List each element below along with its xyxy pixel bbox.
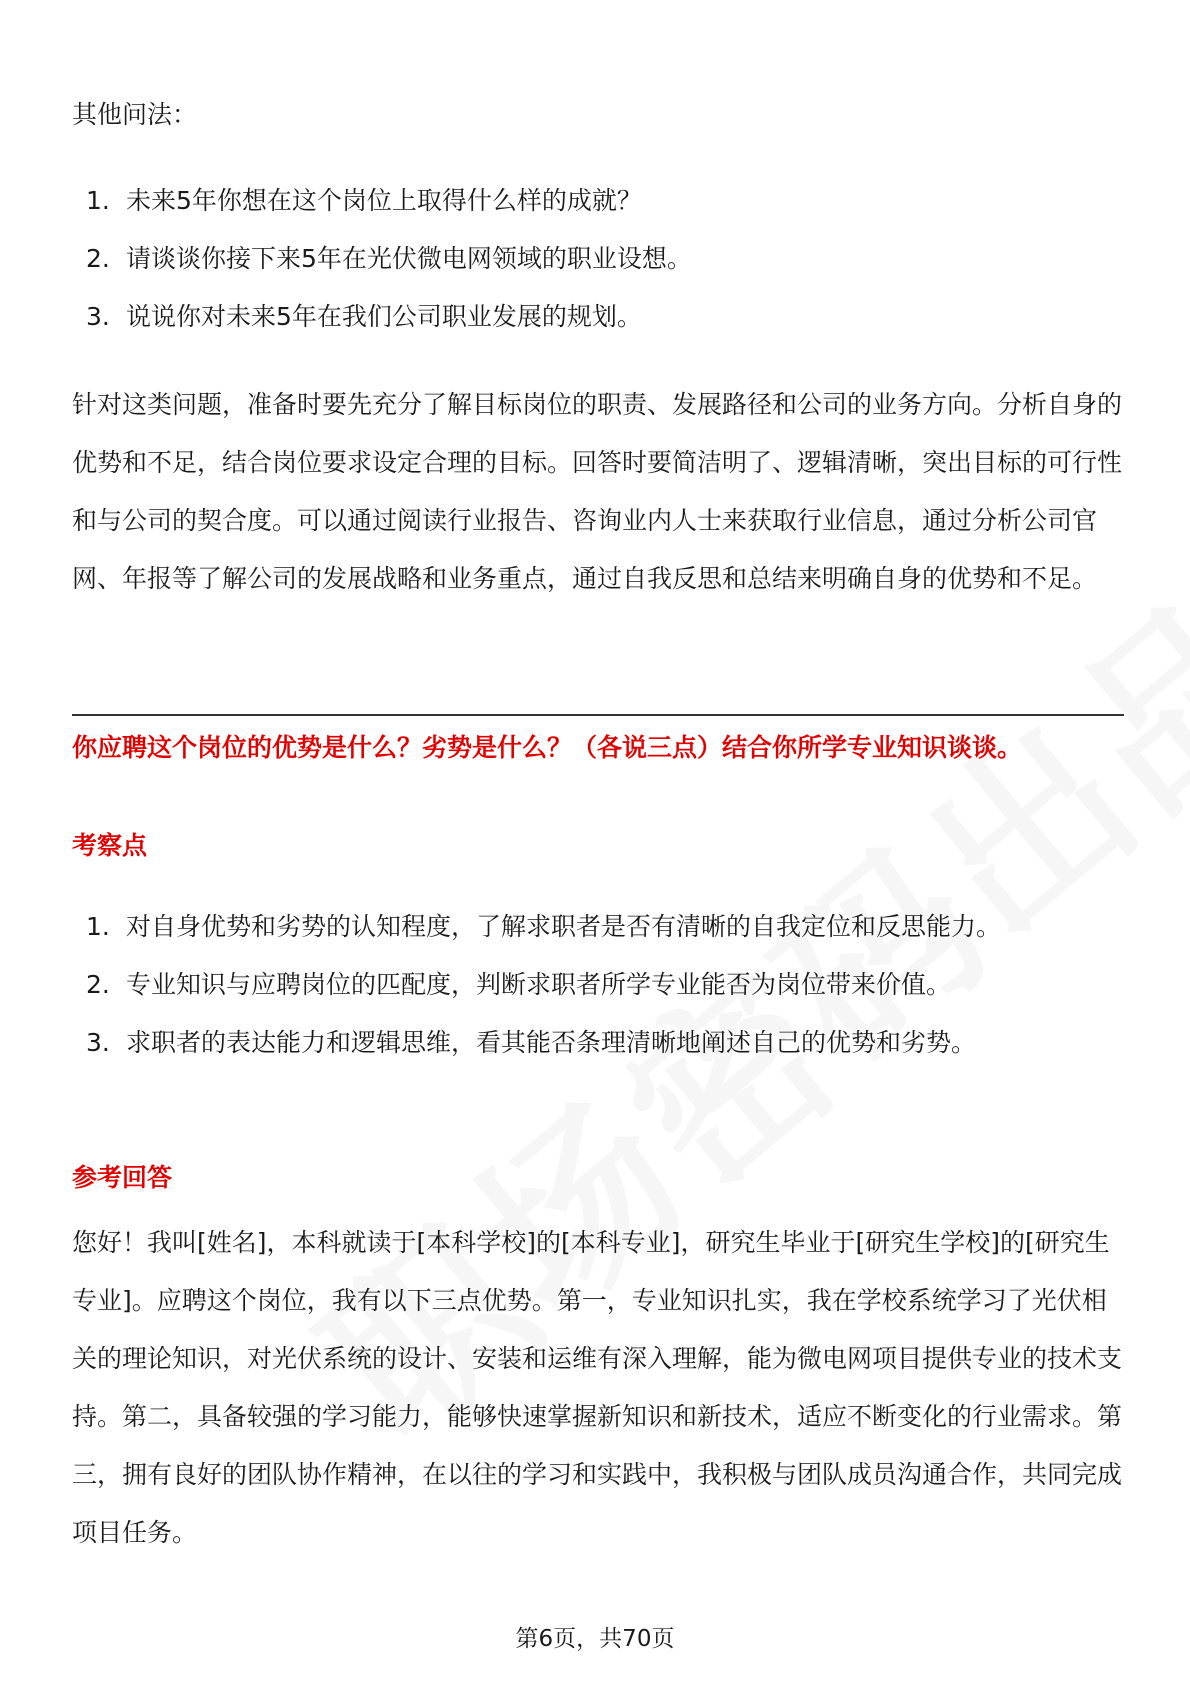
list-number: 3.: [86, 302, 110, 331]
list-item: [72, 230, 1124, 288]
assessment-heading: 考察点: [72, 831, 148, 860]
list-text: 说说你对未来5年在我们公司职业发展的规划。: [126, 302, 642, 331]
answer-paragraph: 您好！我叫[姓名]，本科就读于[本科学校]的[本科专业]，研究生毕业于[研究生学校]的[研究生专业]。应聘这个岗位，我有以下三点优势。第一，专业知识扎实，我在学校系统学习了光伏相关的理论知识，对光伏系统的设计、安装和运维有深入理解，能为微电网项目提供专业的技术支持。第二，具备较强的学习能力，能够快速掌握新知识和新技术，适应不断变化的行业需求。第三，拥有良好的团队协作精神，在以往的学习和实践中，我积极与团队成员沟通合作，共同完成项目任务。: [72, 1228, 1123, 1547]
list-text: 求职者的表达能力和逻辑思维，看其能否条理清晰地阐述自己的优势和劣势。: [126, 1028, 977, 1057]
list-item: [72, 1014, 1124, 1072]
list-item: [72, 172, 1124, 230]
list-number: 2.: [86, 970, 110, 999]
list-item: [72, 898, 1124, 956]
page-footer: 第6页，共70页: [515, 1626, 675, 1652]
answer-heading: 参考回答: [72, 1163, 173, 1192]
list-text: 专业知识与应聘岗位的匹配度，判断求职者所学专业能否为岗位带来价值。: [126, 970, 952, 999]
list-number: 2.: [86, 244, 110, 273]
list-text: 请谈谈你接下来5年在光伏微电网领域的职业设想。: [126, 244, 692, 273]
list-text: 对自身优势和劣势的认知程度，了解求职者是否有清晰的自我定位和反思能力。: [126, 912, 1002, 941]
other-questions-list: [72, 172, 1124, 346]
section-divider: [72, 714, 1124, 716]
advice-paragraph: 针对这类问题，准备时要先充分了解目标岗位的职责、发展路径和公司的业务方向。分析自身的优势和不足，结合岗位要求设定合理的目标。回答时要简洁明了、逻辑清晰，突出目标的可行性和与公司的契合度。可以通过阅读行业报告、咨询业内人士来获取行业信息，通过分析公司官网、年报等了解公司的发展战略和业务重点，通过自我反思和总结来明确自身的优势和不足。: [72, 390, 1123, 593]
intro-label: 其他问法：: [72, 100, 198, 129]
list-number: 1.: [86, 186, 110, 215]
assessment-points-list: [72, 898, 1124, 1072]
list-item: [72, 288, 1124, 346]
question-title: 你应聘这个岗位的优势是什么？劣势是什么？（各说三点）结合你所学专业知识谈谈。: [72, 733, 1023, 762]
list-number: 1.: [86, 912, 110, 941]
list-item: [72, 956, 1124, 1014]
list-text: 未来5年你想在这个岗位上取得什么样的成就？: [126, 186, 642, 215]
list-number: 3.: [86, 1028, 110, 1057]
